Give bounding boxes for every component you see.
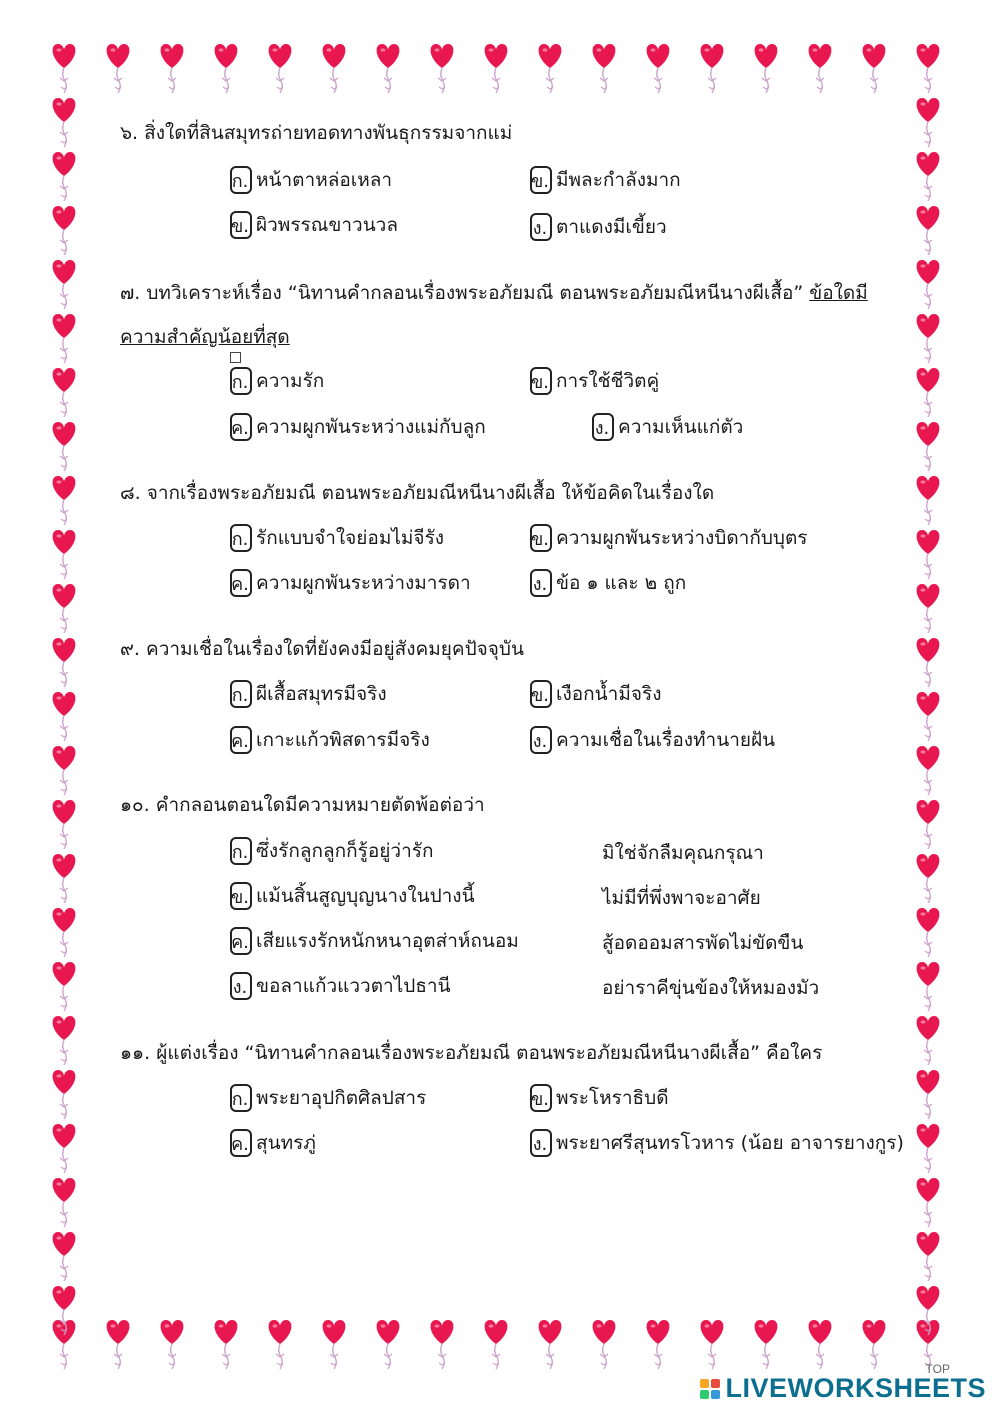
q11-option-b: ข. พระโหราธิบดี bbox=[530, 1083, 669, 1113]
q7-option-a: ก. ความรัก bbox=[230, 366, 324, 396]
q10-option-b: ข. แม้นสิ้นสูญบุญนางในปางนี้ bbox=[230, 881, 475, 911]
q11-option-c: ค. สุนทรภู่ bbox=[230, 1128, 316, 1158]
q11-option-a: ก. พระยาอุปกิตศิลปสาร bbox=[230, 1083, 426, 1113]
question-7-title: ๗. บทวิเคราะห์เรื่อง “นิทานคำกลอนเรื่องพระอภัยมณี ตอนพระอภัยมณีหนีนางผีเสื้อ” ข้อใดมี bbox=[120, 282, 868, 304]
q10-option-d: ง. ขอลาแก้วแววตาไปธานี bbox=[230, 971, 451, 1001]
q9-option-c: ค. เกาะแก้วพิสดารมีจริง bbox=[230, 725, 430, 755]
q6-option-a: ก. หน้าตาหล่อเหลา bbox=[230, 165, 392, 195]
q10-option-b-verse2: ไม่มีที่พึ่งพาจะอาศัย bbox=[602, 887, 761, 909]
question-7-title-cont: ความสำคัญน้อยที่สุด bbox=[120, 326, 290, 348]
q8-option-c: ค. ความผูกพันระหว่างมารดา bbox=[230, 568, 471, 598]
q8-option-a: ก. รักแบบจำใจย่อมไม่จีรัง bbox=[230, 523, 444, 553]
q8-option-b: ข. ความผูกพันระหว่างบิดากับบุตร bbox=[530, 523, 808, 553]
q10-option-a-verse2: มิใช่จักลืมคุณกรุณา bbox=[602, 842, 764, 864]
question-9-title: ๙. ความเชื่อในเรื่องใดที่ยังคงมีอยู่สังคมยุคปัจจุบัน bbox=[120, 638, 524, 660]
question-11-title: ๑๑. ผู้แต่งเรื่อง “นิทานคำกลอนเรื่องพระอภัยมณี ตอนพระอภัยมณีหนีนางผีเสื้อ” คือใคร bbox=[120, 1042, 823, 1064]
question-10-title: ๑๐. คำกลอนตอนใดมีความหมายตัดพ้อต่อว่า bbox=[120, 794, 485, 816]
q10-option-c: ค. เสียแรงรักหนักหนาอุตส่าห์ถนอม bbox=[230, 926, 519, 956]
q6-option-b: ข. มีพละกำลังมาก bbox=[530, 165, 681, 195]
q10-option-a: ก. ซึ่งรักลูกลูกก็รู้อยู่ว่ารัก bbox=[230, 836, 433, 866]
q7-option-c: ค. ความผูกพันระหว่างแม่กับลูก bbox=[230, 412, 486, 442]
q8-option-d: ง. ข้อ ๑ และ ๒ ถูก bbox=[530, 568, 686, 598]
q7-option-d: ง. ความเห็นแก่ตัว bbox=[592, 412, 743, 442]
question-8-title: ๘. จากเรื่องพระอภัยมณี ตอนพระอภัยมณีหนีนางผีเสื้อ ให้ข้อคิดในเรื่องใด bbox=[120, 482, 715, 504]
back-to-top-link[interactable]: TOP bbox=[925, 1362, 950, 1376]
q10-option-c-verse2: สู้อดออมสารพัดไม่ขัดขืน bbox=[602, 932, 804, 954]
q10-option-d-verse2: อย่าราคีขุ่นข้องให้หมองมัว bbox=[602, 977, 820, 999]
small-checkbox[interactable] bbox=[230, 352, 241, 363]
q7-option-b: ข. การใช้ชีวิตคู่ bbox=[530, 366, 659, 396]
logo-mark-icon bbox=[700, 1379, 720, 1399]
q11-option-d: ง. พระยาศรีสุนทรโวหาร (น้อย อาจารยางกูร) bbox=[530, 1128, 904, 1158]
liveworksheets-logo[interactable]: LIVEWORKSHEETS bbox=[700, 1373, 986, 1404]
q9-option-d: ง. ความเชื่อในเรื่องทำนายฝัน bbox=[530, 725, 775, 755]
q6-option-d: ง. ตาแดงมีเขี้ยว bbox=[530, 212, 667, 242]
q6-option-c: ข. ผิวพรรณขาวนวล bbox=[230, 210, 398, 240]
q9-option-a: ก. ผีเสื้อสมุทรมีจริง bbox=[230, 679, 387, 709]
q9-option-b: ข. เงือกน้ำมีจริง bbox=[530, 679, 661, 709]
question-6-title: ๖. สิ่งใดที่สินสมุทรถ่ายทอดทางพันธุกรรมจากแม่ bbox=[120, 122, 513, 144]
